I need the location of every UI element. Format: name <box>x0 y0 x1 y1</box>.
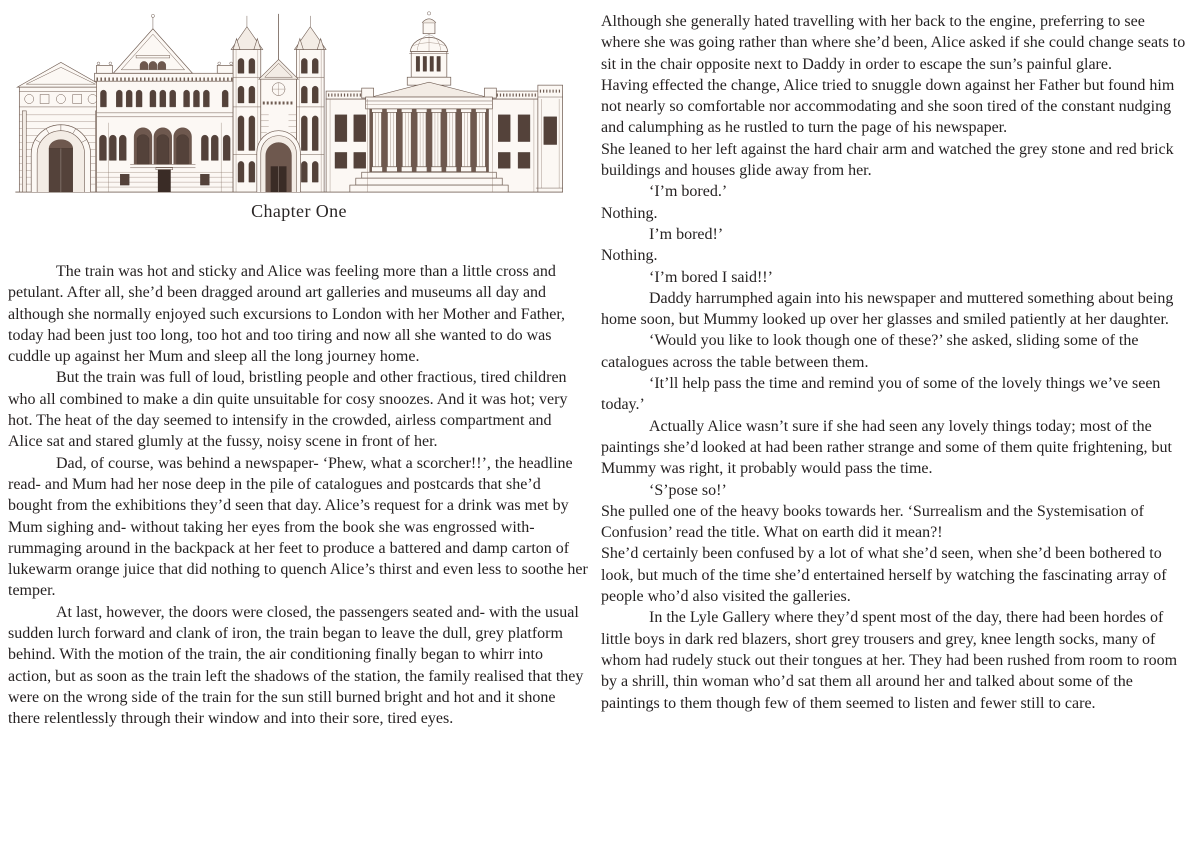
museums-illustration-drawing <box>10 4 566 194</box>
entrance-pavilion-facade <box>17 62 104 192</box>
paragraph: ‘I’m bored.’ <box>649 183 728 201</box>
paragraph: But the train was full of loud, bristling people and other fractious, tired children who all combined to make a din quite unsuitable for cosy snoozes. And it was hot; very hot. The heat of the day seemed to intensify in the crowded, airless compartment and Alice sat and stared glumly at the fussy, noisy scene in front of her. <box>8 369 568 451</box>
paragraph: She pulled one of the heavy books towards her. ‘Surrealism and the Systemisation of Confusion’ read the title. What on earth did it mean?! <box>601 502 1145 542</box>
paragraph: At last, however, the doors were closed, the passengers seated and- with the usual sudden lurch forward and clank of iron, the train began to leave the dull, grey platform behind. With the motion of the train, the air conditioning finally began to whirr into action, but as soon as the train left the shadows of the station, the family realised that they were on the wrong side of the train for the sun still burned bright and hot and it shone there relentlessly through their window and into their sore, tired eyes. <box>8 603 584 728</box>
chapter-heading: Chapter One <box>251 201 347 221</box>
left-text-column <box>8 261 588 730</box>
paragraph: ‘I’m bored I said!!’ <box>649 268 773 286</box>
paragraph: ‘It’ll help pass the time and remind you of some of the lovely things we’ve seen today.’ <box>601 375 1161 414</box>
paragraph: Actually Alice wasn’t sure if she had seen any lovely things today; most of the paintings she’d looked at had been rather strange and some of them quite frightening, but Mummy was right, it probably would pass the time. <box>601 417 1172 478</box>
paragraph: She’d certainly been confused by a lot of what she’d seen, when she’d been bothered to look, but much of the time she’d entertained herself by watching the fascinating array of people who’d also visited the galleries. <box>601 545 1167 606</box>
paragraph: In the Lyle Gallery where they’d spent most of the day, there had been hordes of little boys in dark red blazers, short grey trousers and grey, knee length socks, many of whom had rudely stuck out their tongues at her. They had been rushed from room to room by a shrill, thin woman who’d sat them all around her and talked about some of the paintings to them though few of them seemed to listen and fewer still to care. <box>601 609 1178 712</box>
paragraph: I’m bored!’ <box>649 225 724 243</box>
paragraph: ‘S’pose so!’ <box>649 481 727 499</box>
paragraph: Daddy harrumphed again into his newspaper and muttered something about being home soon, but Mummy looked up over her glasses and smiled patiently at her daughter. <box>601 289 1174 329</box>
museums-illustration <box>10 4 566 194</box>
victorian-gallery-facade <box>95 14 236 192</box>
national-gallery-facade <box>326 12 563 192</box>
paragraph: Nothing. <box>601 204 658 222</box>
paragraph: Dad, of course, was behind a newspaper- ‘Phew, what a scorcher!!’, the headline read- and Mum had her nose deep in the pile of catalogues and postcards that she’d bought from the exhibitions they’d seen that day. Alice’s request for a drink was met by Mum sighing and- without taking her eyes from the book she was engrossed with- rummaging around in the backpack at her feet to produce a battered and damp carton of lukewarm orange juice that did nothing to quench Alice’s thirst and even less to soothe her temper. <box>8 454 588 600</box>
right-text-column <box>601 11 1187 714</box>
natural-history-museum-facade <box>231 14 326 192</box>
paragraph: Although she generally hated travelling with her back to the engine, preferring to see where she was going rather than where she’d been, Alice asked if she could change seats to sit in the chair opposite next to Daddy in order to escape the sun’s painful glare. <box>601 13 1186 73</box>
paragraph: ‘Would you like to look though one of these?’ she asked, sliding some of the catalogues across the table between them. <box>601 332 1139 371</box>
paragraph: She leaned to her left against the hard chair arm and watched the grey stone and red brick buildings and houses glide away from her. <box>601 140 1174 180</box>
paragraph: The train was hot and sticky and Alice was feeling more than a little cross and petulant. After all, she’d been dragged around art galleries and museums all day and although she normally enjoyed such excursions to London with her Mother and Father, today had been just too long, too hot and too tiring and now all she wanted to do was cuddle up against her Mum and sleep all the long journey home. <box>8 263 566 366</box>
paragraph: Nothing. <box>601 247 658 265</box>
paragraph: Having effected the change, Alice tried to snuggle down against her Father but found him not nearly so comfortable nor accommodating and she soon tired of the constant nudging and calumphing as he rustled to turn the page of his newspaper. <box>601 76 1175 137</box>
